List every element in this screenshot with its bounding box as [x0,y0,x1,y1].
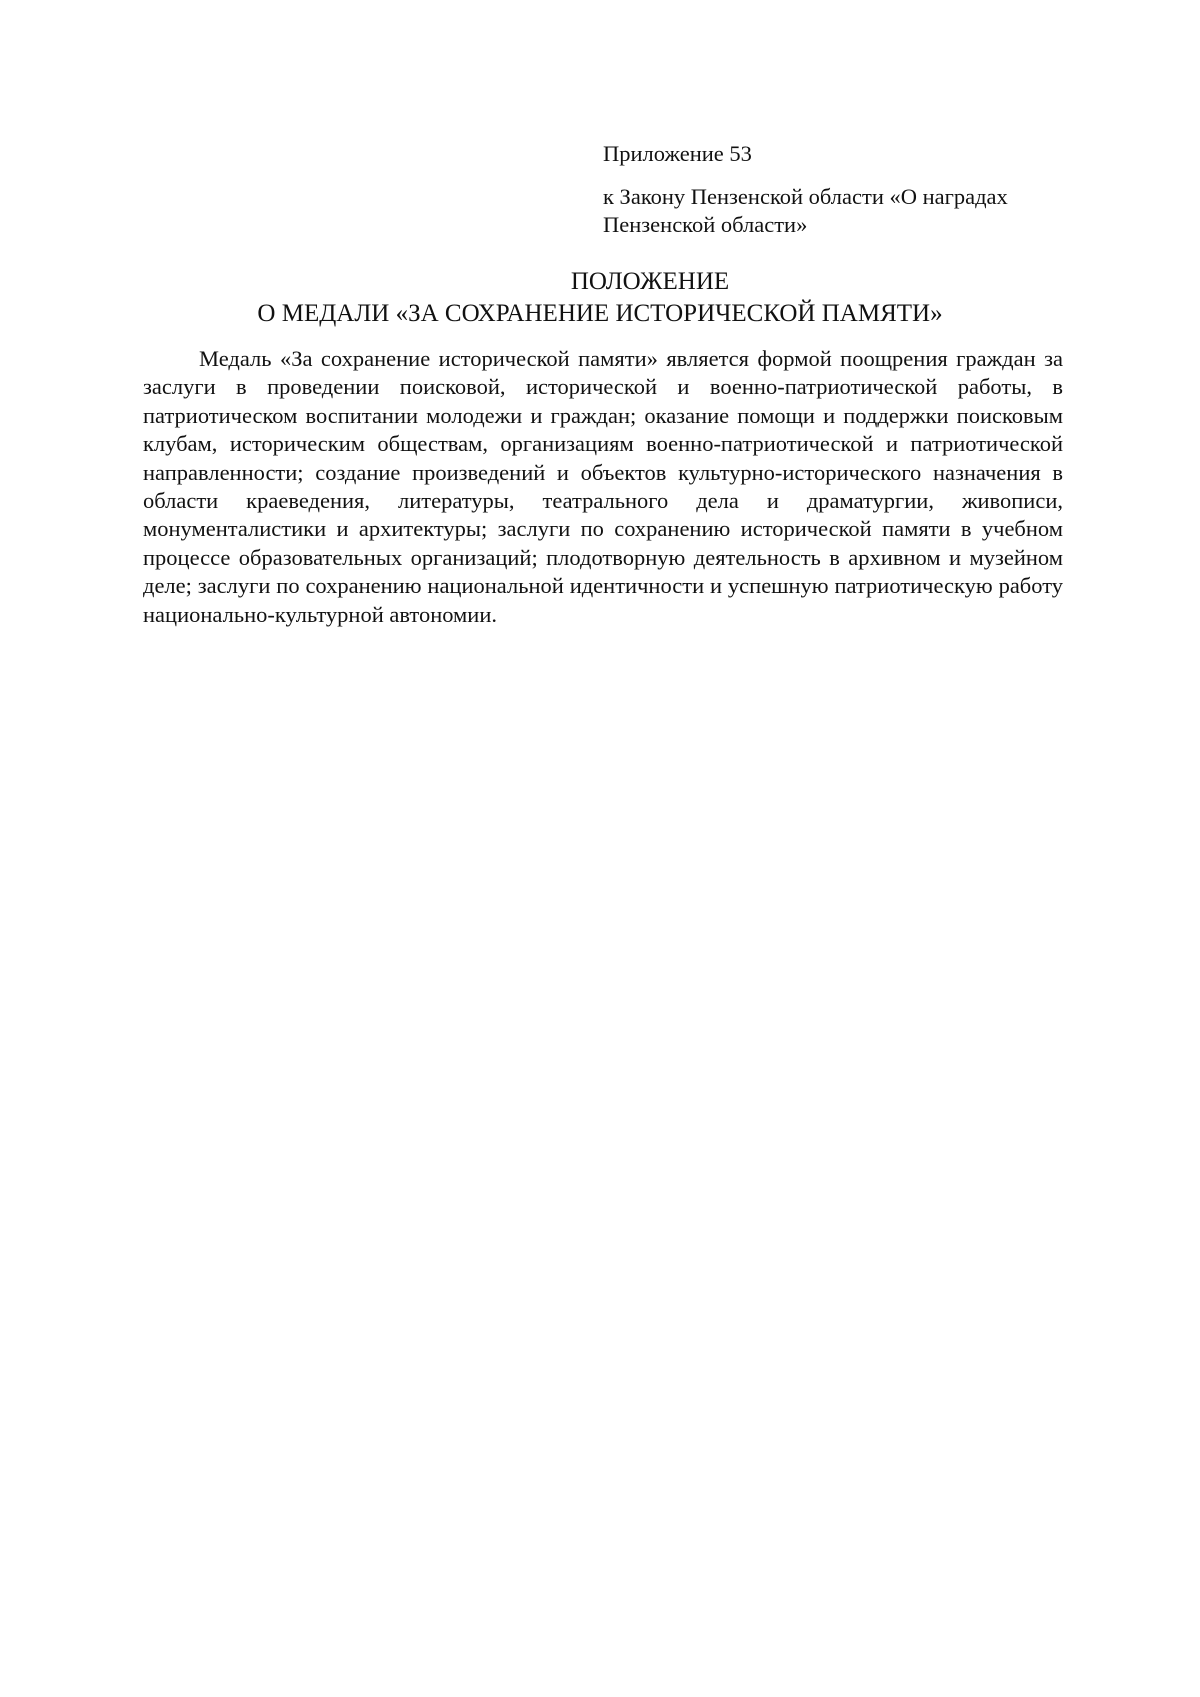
heading-title: ПОЛОЖЕНИЕ [570,268,730,295]
appendix-block [603,140,1073,239]
heading-subtitle: О МЕДАЛИ «ЗА СОХРАНЕНИЕ ИСТОРИЧЕСКОЙ ПАМЯТИ» [257,300,943,327]
body-paragraph: Медаль «За сохранение исторической памяти» является формой поощрения граждан за заслуги в проведении поисковой, исторической и военно-патриотической работы, в патриотическом воспитании молодежи и граждан; оказание помощи и поддержки поисковым клубам, историческим обществам, организациям военно-патриотической и патриотической направленности; создание произведений и объектов культурно-исторического назначения в области краеведения, литературы, театрального дела и драматургии, живописи, монументалистики и архитектуры; заслуги по сохранению исторической памяти в учебном процессе образовательных организаций; плодотворную деятельность в архивном и музейном деле; заслуги по сохранению национальной идентичности и успешную патриотическую работу национально-культурной автономии. [143,346,1063,627]
appendix-number: Приложение 53 [603,141,752,166]
document-heading [0,266,1200,330]
law-reference: к Закону Пензенской области «О наградах Пензенской области» [603,184,1008,237]
